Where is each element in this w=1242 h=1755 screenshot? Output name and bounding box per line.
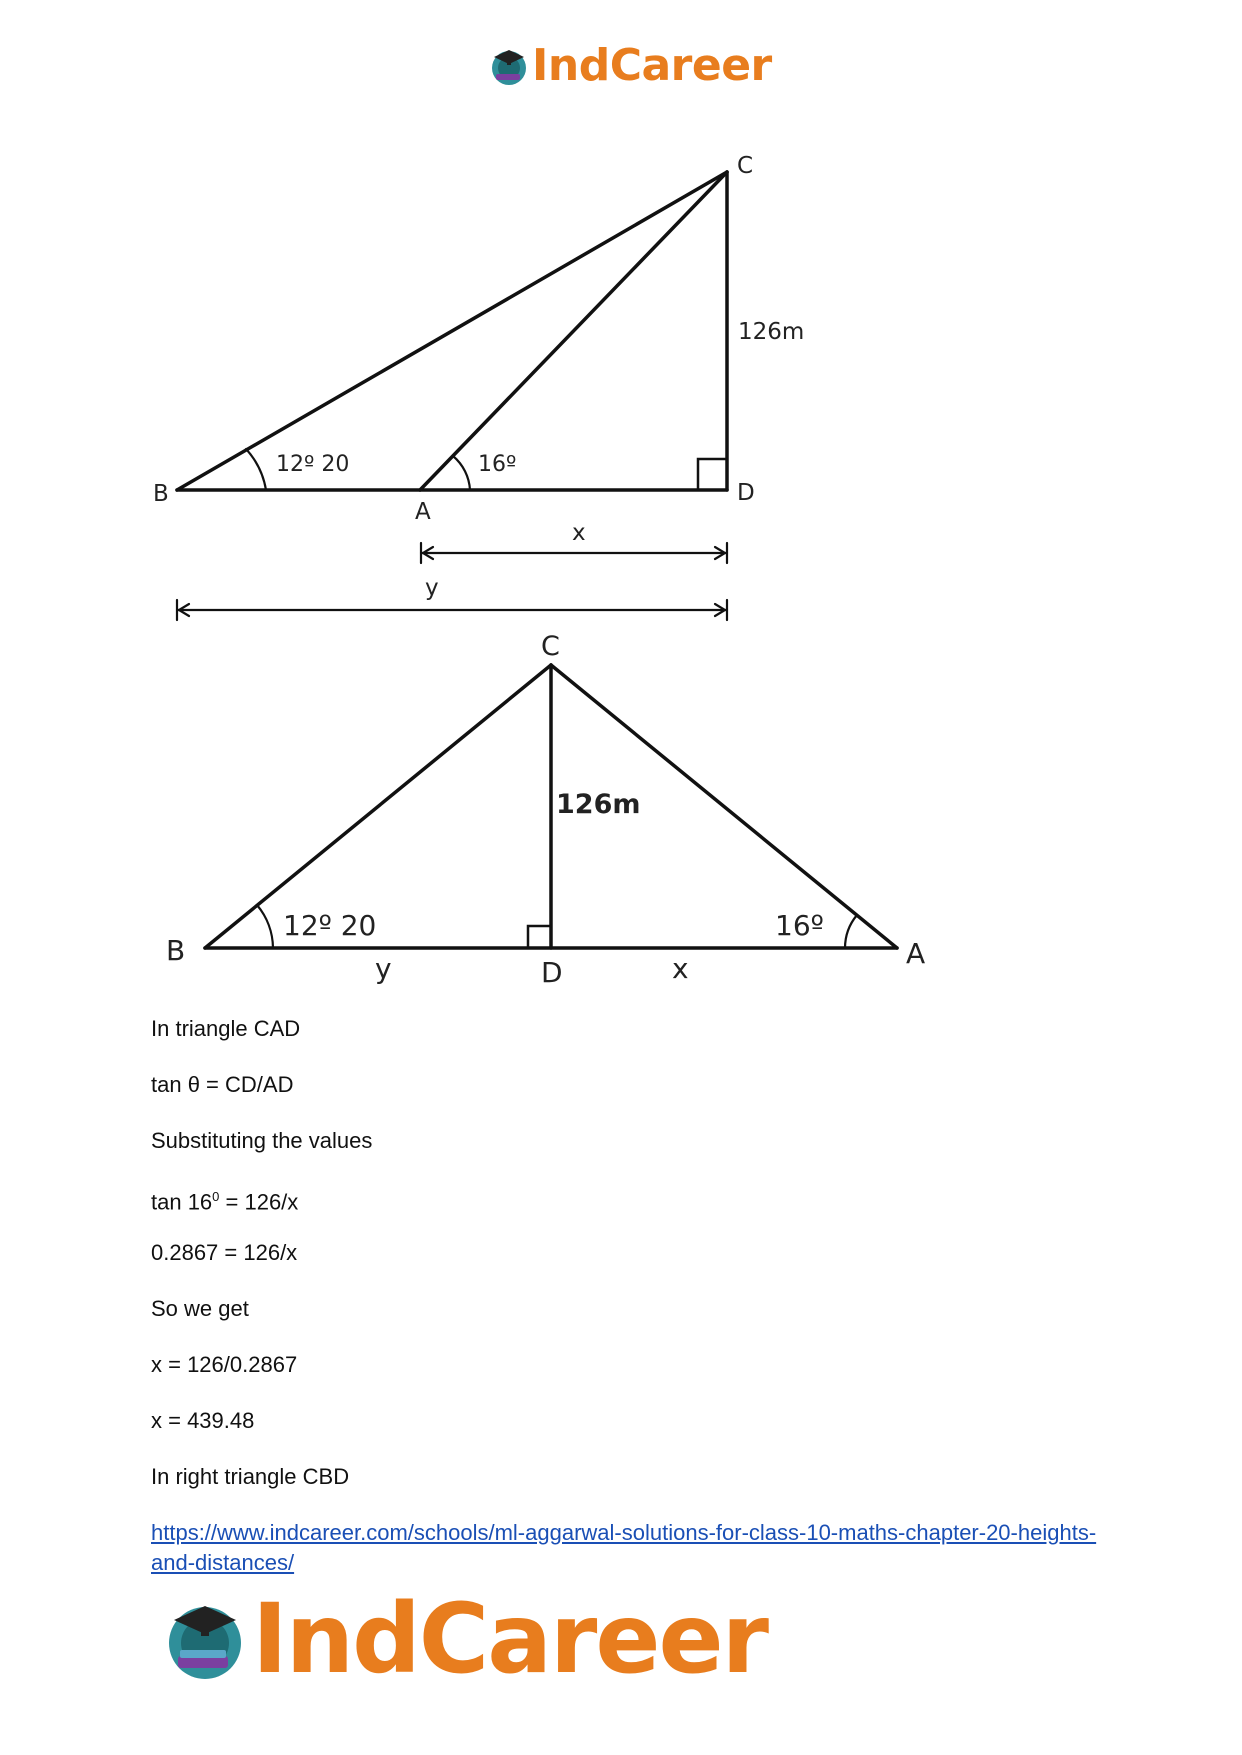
fig1-angle-a: 16º (478, 452, 517, 477)
solution-line: x = 439.48 (151, 1408, 255, 1433)
fig1-label-c: C (737, 153, 754, 179)
solution-line: Substituting the values (151, 1128, 373, 1153)
fig1-dim-x: x (572, 520, 586, 546)
fig1-label-d: D (737, 480, 755, 506)
fig2-height-label: 126m (556, 789, 641, 820)
solution-line: So we get (151, 1296, 249, 1321)
fig1-label-a: A (415, 499, 431, 525)
solution-text (151, 1016, 1101, 1520)
fig2-label-c: C (541, 631, 560, 662)
fig2-seg-y: y (375, 952, 392, 985)
source-link[interactable]: https://www.indcareer.com/schools/ml-aggarwal-solutions-for-class-10-maths-chapter-20-heights-and-distances/ (151, 1520, 1097, 1575)
fig2-angle-a: 16º (775, 909, 824, 942)
fig1-dim-y: y (425, 575, 439, 601)
fig1-height-label: 126m (738, 319, 805, 345)
fig2-angle-b: 12º 20 (283, 909, 377, 942)
solution-line-part: = 126/x (219, 1189, 299, 1215)
solution-line: In right triangle CBD (151, 1464, 350, 1489)
solution-line: tan θ = CD/AD (151, 1072, 294, 1097)
solution-line: x = 126/0.2867 (151, 1352, 298, 1377)
solution-line-part: tan 16 (151, 1189, 213, 1215)
logo-text: IndCareer (252, 1583, 767, 1695)
fig2-seg-x: x (672, 952, 689, 985)
fig2-label-b: B (166, 934, 186, 967)
solution-line (151, 1184, 1101, 1240)
fig2-label-a: A (906, 937, 926, 970)
solution-line: 0.2867 = 126/x (151, 1240, 298, 1265)
solution-line: In triangle CAD (151, 1016, 301, 1041)
degree-superscript: 0 (212, 1189, 220, 1204)
fig1-angle-b: 12º 20 (276, 452, 350, 477)
logo-text: IndCareer (532, 40, 772, 91)
graduation-cap-book-icon (162, 1596, 248, 1682)
footer-logo[interactable] (162, 1583, 767, 1695)
fig2-label-d: D (541, 956, 563, 989)
fig1-label-b: B (153, 481, 169, 507)
